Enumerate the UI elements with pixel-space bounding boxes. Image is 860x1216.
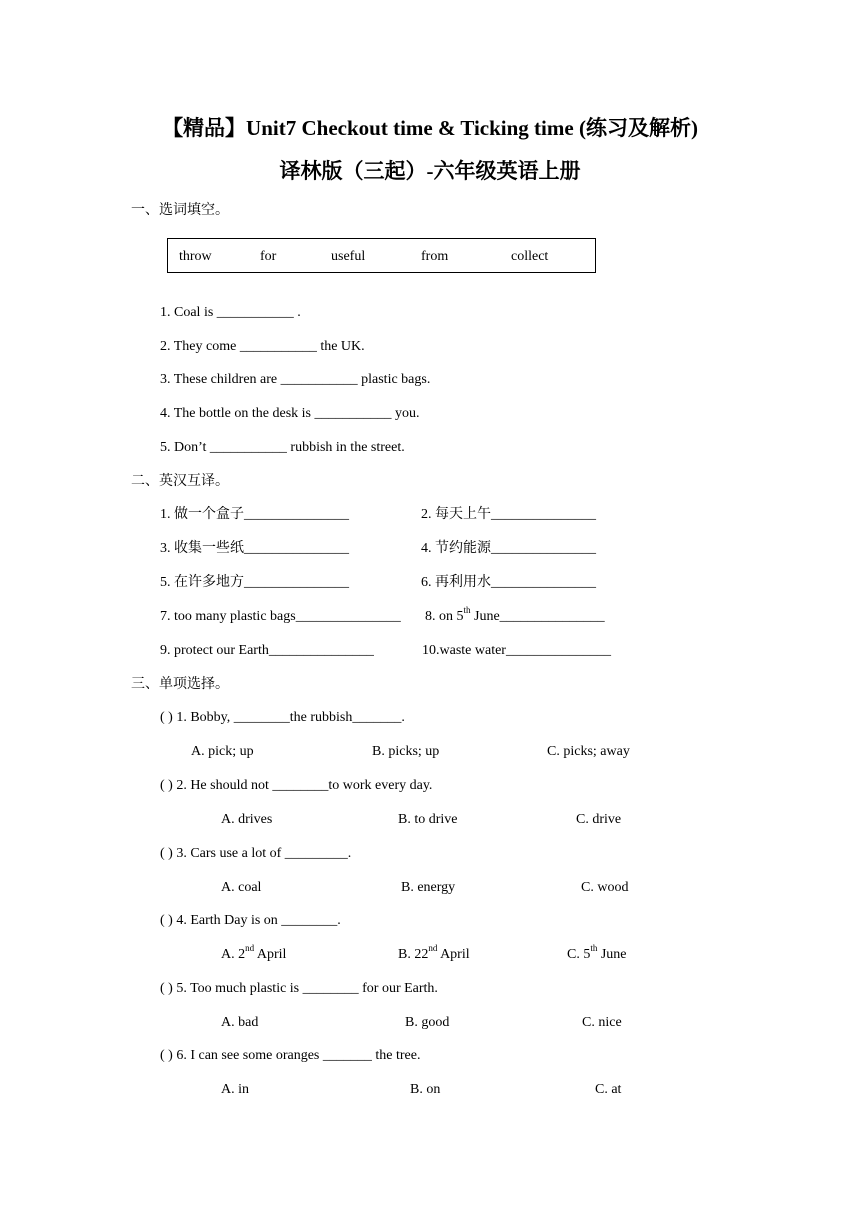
option-a: A. pick; up	[191, 744, 254, 759]
option-c: C. wood	[581, 880, 629, 895]
option-b: B. good	[405, 1015, 450, 1030]
word-bank-word: collect	[511, 249, 549, 264]
option-a: A. coal	[221, 880, 262, 895]
word-bank-word: useful	[331, 249, 366, 264]
option-b: B. to drive	[398, 812, 458, 827]
word-bank-word: from	[421, 249, 449, 264]
fill-item: 5. Don’t ___________ rubbish in the street.	[160, 440, 405, 455]
question-stem: ( ) 3. Cars use a lot of _________.	[160, 846, 352, 861]
option-b: B. picks; up	[372, 744, 440, 759]
option-a: A. 2nd April	[221, 943, 287, 962]
option-c: C. drive	[576, 812, 622, 827]
title-line-1: 【精品】Unit7 Checkout time & Ticking time (练习及解析)	[162, 116, 698, 140]
fill-item: 4. The bottle on the desk is ___________ you.	[160, 406, 420, 421]
question-stem: ( ) 2. He should not ________to work every day.	[160, 778, 433, 793]
question-stem: ( ) 1. Bobby, ________the rubbish_______.	[160, 710, 405, 725]
translate-item: 3. 收集一些纸_______________	[160, 541, 349, 556]
fill-item: 2. They come ___________ the UK.	[160, 339, 365, 354]
option-b: B. energy	[401, 880, 456, 895]
option-b: B. on	[410, 1082, 441, 1097]
option-a: A. drives	[221, 812, 273, 827]
option-a: A. in	[221, 1082, 249, 1097]
title-line-2: 译林版（三起）-六年级英语上册	[279, 159, 581, 183]
option-b: B. 22nd April	[398, 943, 470, 962]
section-1-heading: 一、选词填空。	[131, 203, 229, 218]
translate-item: 4. 节约能源_______________	[421, 541, 596, 556]
option-c: C. picks; away	[547, 744, 630, 759]
fill-item: 3. These children are ___________ plastic bags.	[160, 372, 431, 387]
word-bank-word: throw	[179, 249, 212, 264]
translate-item: 8. on 5th June_______________	[425, 605, 605, 624]
question-stem: ( ) 6. I can see some oranges _______ the tree.	[160, 1048, 421, 1063]
translate-item: 10.waste water_______________	[422, 643, 611, 658]
option-a: A. bad	[221, 1015, 259, 1030]
fill-item: 1. Coal is ___________ .	[160, 305, 301, 320]
word-bank-box	[167, 238, 596, 273]
word-bank-word: for	[260, 249, 277, 264]
option-c: C. nice	[582, 1015, 622, 1030]
section-2-heading: 二、英汉互译。	[131, 474, 229, 489]
question-stem: ( ) 4. Earth Day is on ________.	[160, 913, 341, 928]
translate-item: 9. protect our Earth_______________	[160, 643, 374, 658]
translate-item: 2. 每天上午_______________	[421, 507, 596, 522]
option-c: C. 5th June	[567, 943, 627, 962]
translate-item: 1. 做一个盒子_______________	[160, 507, 349, 522]
translate-item: 5. 在许多地方_______________	[160, 575, 349, 590]
section-3-heading: 三、单项选择。	[131, 677, 229, 692]
option-c: C. at	[595, 1082, 622, 1097]
translate-item: 7. too many plastic bags_______________	[160, 609, 401, 624]
question-stem: ( ) 5. Too much plastic is ________ for our Earth.	[160, 981, 438, 996]
translate-item: 6. 再利用水_______________	[421, 575, 596, 590]
